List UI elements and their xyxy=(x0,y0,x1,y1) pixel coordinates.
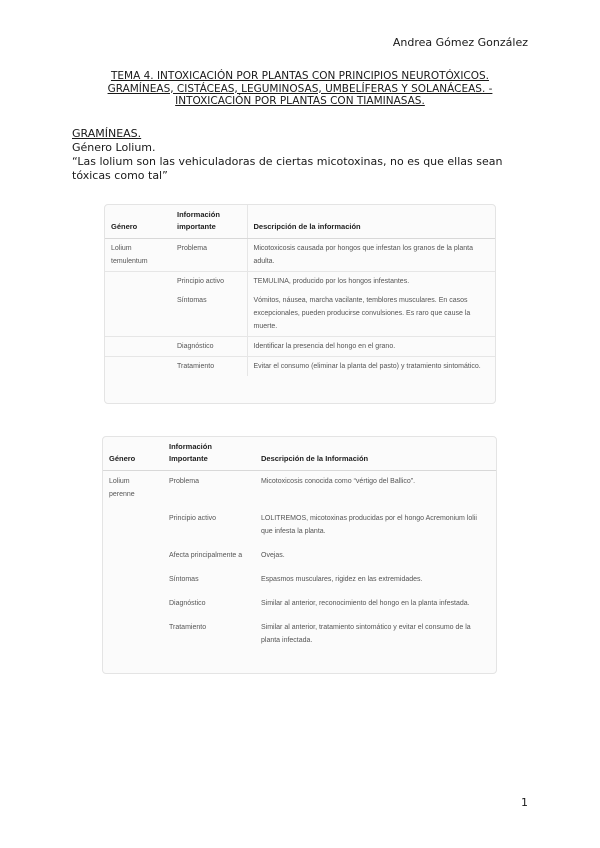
title-line: INTOXICACIÓN POR PLANTAS CON TIAMINASAS. xyxy=(175,95,425,107)
table-cell: Principio activo xyxy=(171,272,247,292)
table-cell: Lolium temulentum xyxy=(111,245,148,265)
table-cell: Espasmos musculares, rigidez en las extremidades. xyxy=(261,576,423,583)
title-line: TEMA 4. INTOXICACIÓN POR PLANTAS CON PRINCIPIOS NEUROTÓXICOS. xyxy=(110,70,490,82)
table-cell: LOLITREMOS, micotoxinas producidas por el hongo Acremonium lolii que infesta la planta. xyxy=(261,515,477,535)
table-row xyxy=(103,508,496,545)
table-lolium-perenne xyxy=(102,436,497,674)
table-row xyxy=(103,545,496,569)
section-heading: GRAMÍNEAS. xyxy=(72,127,142,140)
genus-line: Género Lolium. xyxy=(72,141,156,154)
table-cell xyxy=(103,508,163,545)
table-cell xyxy=(103,593,163,617)
column-header: Género xyxy=(105,205,171,239)
table-cell: Similar al anterior, tratamiento sintomático y evitar el consumo de la planta infectada. xyxy=(261,624,471,644)
table-row xyxy=(105,337,495,357)
table-cell: Principio activo xyxy=(169,515,217,522)
table-cell: Ovejas. xyxy=(261,552,285,559)
table-row xyxy=(103,569,496,593)
table-cell: Síntomas xyxy=(177,297,207,304)
column-header: Información importante xyxy=(171,205,247,239)
table-cell: Síntomas xyxy=(169,576,199,583)
table-cell: Diagnóstico xyxy=(171,337,247,357)
author-name: Andrea Gómez González xyxy=(392,36,528,49)
table-cell xyxy=(105,357,171,377)
document-title xyxy=(72,70,528,108)
table-cell: Evitar el consumo (eliminar la planta del pasto) y tratamiento sintomático. xyxy=(247,357,495,377)
table-cell xyxy=(103,545,163,569)
column-header: Descripción de la Información xyxy=(255,437,496,471)
table-row xyxy=(105,239,495,272)
column-header: Género xyxy=(103,437,163,471)
table-cell: Tratamiento xyxy=(171,357,247,377)
quote-text: “Las lolium son las vehiculadoras de ciertas micotoxinas, no es que ellas sean tóxicas como tal” xyxy=(72,155,503,182)
table-cell: Vómitos, náusea, marcha vacilante, temblores musculares. En casos excepcionales, pueden producirse convulsiones. Es raro que cause la muerte. xyxy=(247,291,495,337)
table-cell: Lolium perenne xyxy=(109,478,135,498)
table-row xyxy=(105,357,495,377)
table-cell: Diagnóstico xyxy=(169,600,206,607)
table-row xyxy=(105,272,495,292)
table-cell xyxy=(103,617,163,654)
table-cell: Tratamiento xyxy=(169,624,207,631)
table-cell: Similar al anterior, reconocimiento del hongo en la planta infestada. xyxy=(261,600,470,607)
table-row xyxy=(103,617,496,654)
column-header: Información Importante xyxy=(163,437,255,471)
table-cell: Identificar la presencia del hongo en el grano. xyxy=(247,337,495,357)
title-line: GRAMÍNEAS, CISTÁCEAS, LEGUMINOSAS, UMBELÍFERAS Y SOLANÁCEAS. - xyxy=(107,82,493,95)
table-cell: TEMULINA, producido por los hongos infestantes. xyxy=(247,272,495,292)
column-header: Descripción de la información xyxy=(247,205,495,239)
table-cell xyxy=(105,337,171,357)
table-cell: Problema xyxy=(177,245,207,252)
table-row xyxy=(103,471,496,509)
table-cell: Problema xyxy=(169,478,199,485)
table-cell: Afecta principalmente a xyxy=(169,552,243,559)
page-number: 1 xyxy=(521,796,528,809)
table-cell xyxy=(105,272,171,292)
table-cell: Micotoxicosis conocida como “vértigo del Ballico”. xyxy=(261,478,416,485)
table-lolium-temulentum xyxy=(104,204,496,404)
table-cell: Micotoxicosis causada por hongos que infestan los granos de la planta adulta. xyxy=(247,239,495,272)
table-cell xyxy=(103,569,163,593)
table-row xyxy=(103,593,496,617)
table-row xyxy=(105,291,495,337)
table-cell xyxy=(105,291,171,337)
